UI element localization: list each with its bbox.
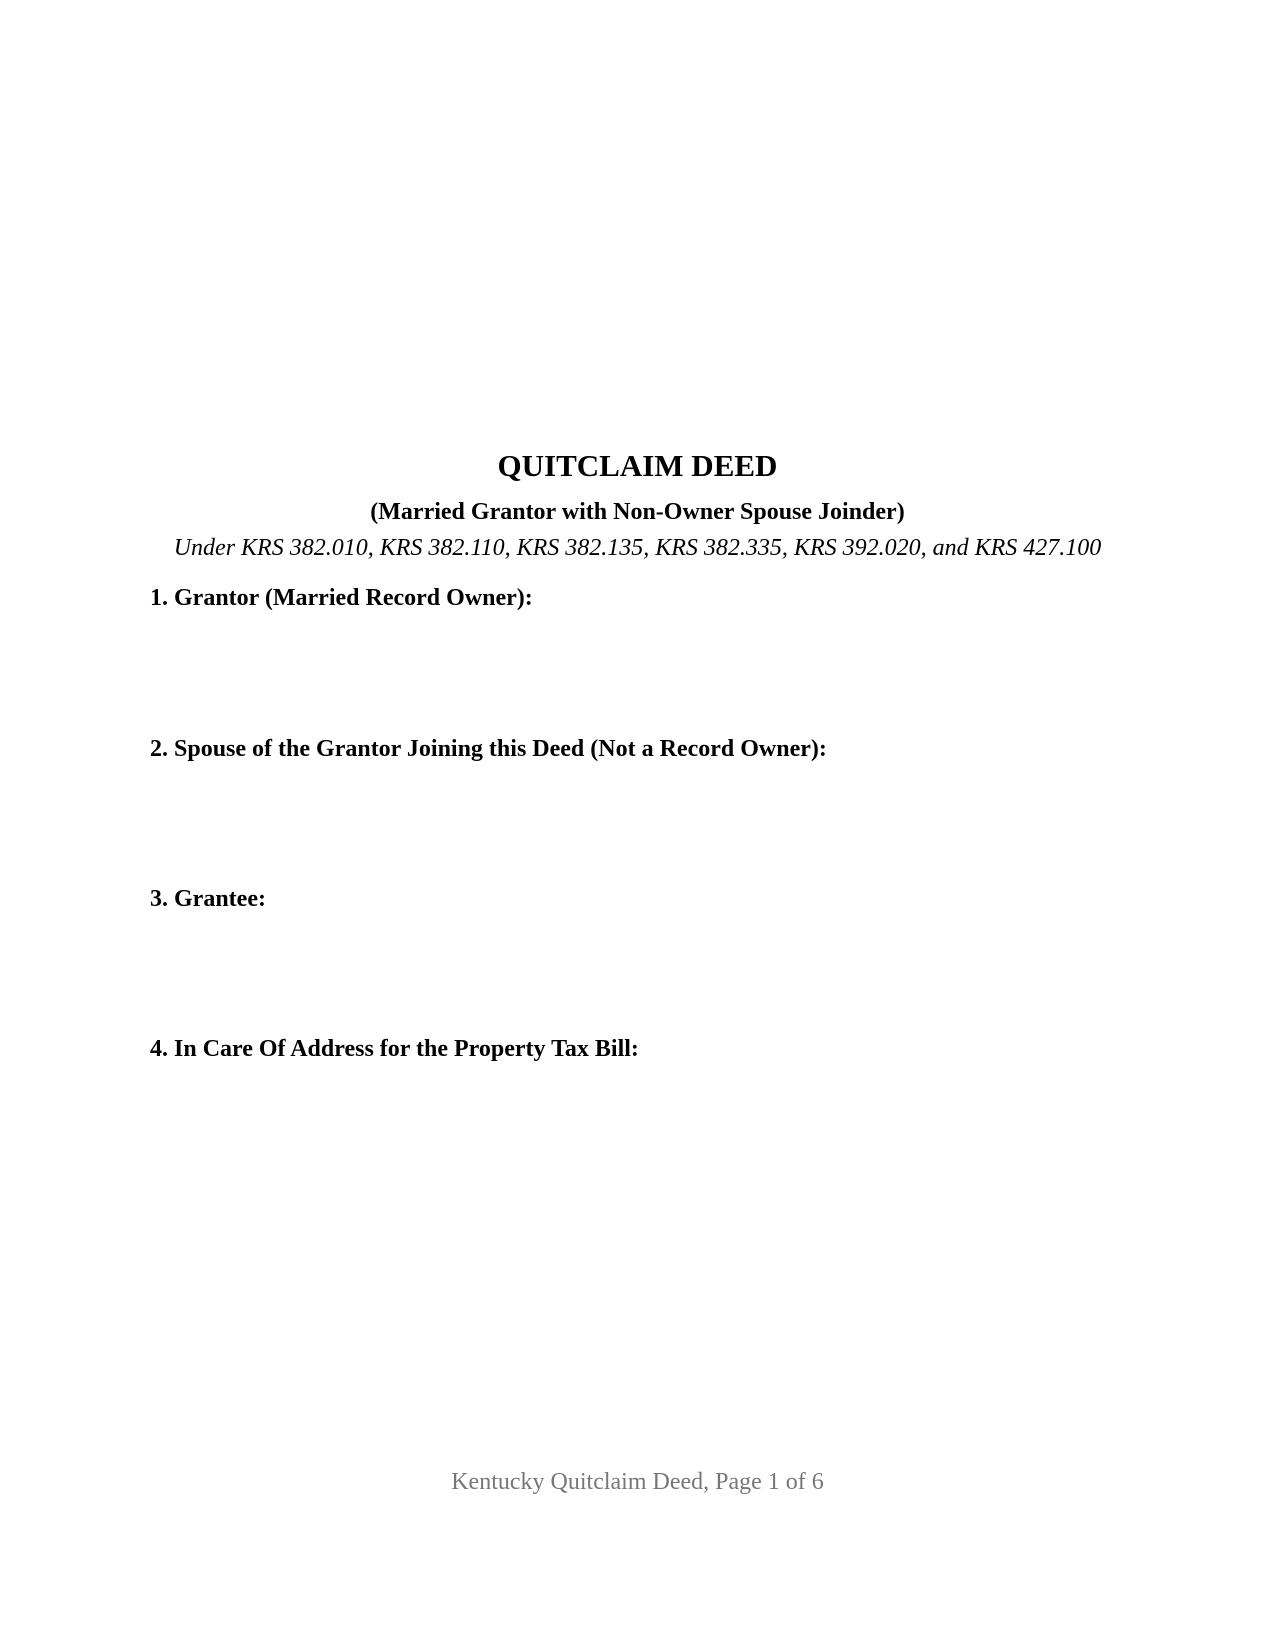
section-heading-tax-bill-address: 4. In Care Of Address for the Property Tax Bill:: [150, 1036, 639, 1062]
section-heading-grantee: 3. Grantee:: [150, 886, 266, 912]
section-heading-spouse: 2. Spouse of the Grantor Joining this Deed (Not a Record Owner):: [150, 736, 827, 762]
statute-reference: Under KRS 382.010, KRS 382.110, KRS 382.135, KRS 382.335, KRS 392.020, and KRS 427.100: [173, 535, 1102, 561]
tax-bill-address-blank-area: [150, 1069, 1125, 1169]
page-footer: Kentucky Quitclaim Deed, Page 1 of 6: [451, 1469, 824, 1495]
grantee-blank-area: [150, 919, 1125, 1019]
document-title: QUITCLAIM DEED: [497, 448, 778, 483]
grantor-blank-area: [150, 618, 1125, 718]
section-heading-grantor: 1. Grantor (Married Record Owner):: [150, 585, 533, 611]
document-subtitle: (Married Grantor with Non-Owner Spouse Joinder): [370, 499, 905, 525]
spouse-blank-area: [150, 769, 1125, 869]
